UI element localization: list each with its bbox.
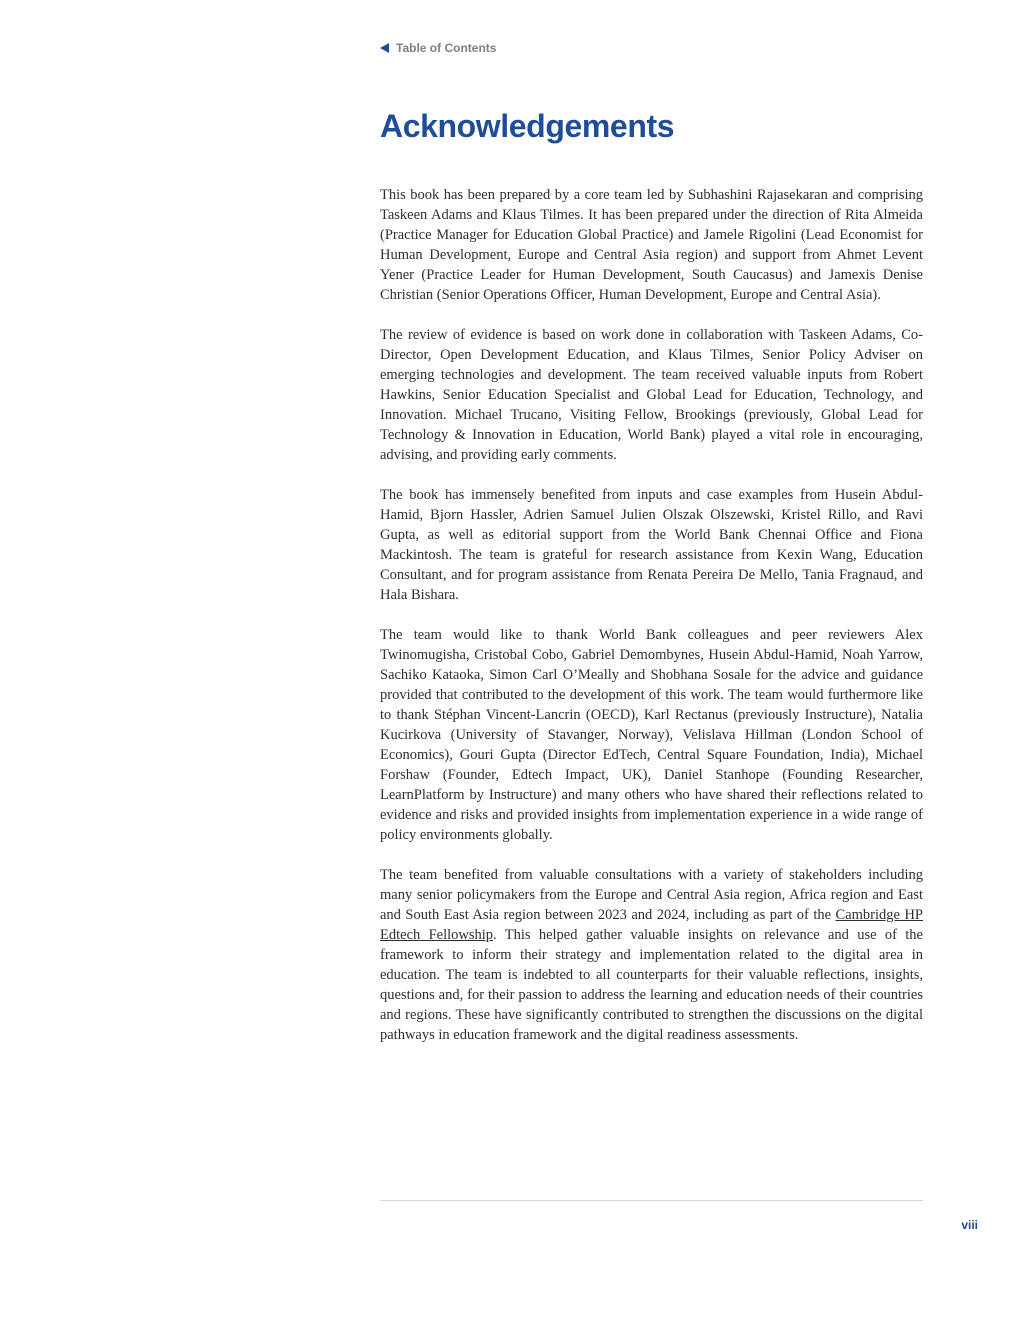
paragraph-5-before-link: The team benefited from valuable consultations with a variety of stakeholders including many senior policymakers from the Europe and Central Asia region, Africa region and East and South East Asia region between 2023 and 2024, including as part of the (380, 867, 923, 923)
paragraph-1: This book has been prepared by a core team led by Subhashini Rajasekaran and comprising Taskeen Adams and Klaus Tilmes. It has been prepared under the direction of Rita Almeida (Practice Manager for Education Global Practice) and Jamele Rigolini (Lead Economist for Human Development, Europe and Central Asia region) and support from Ahmet Levent Yener (Practice Leader for Human Development, South Caucasus) and Jamexis Denise Christian (Senior Operations Officer, Human Development, Europe and Central Asia). (380, 187, 923, 303)
cambridge-hp-edtech-fellowship-link[interactable]: Cambridge HP Edtech Fellowship (380, 907, 923, 943)
paragraph-3: The book has immensely benefited from inputs and case examples from Husein Abdul-Hamid, Bjorn Hassler, Adrien Samuel Julien Olszak Olszewski, Kristel Rillo, and Ravi Gupta, as well as editorial support from the World Bank Chennai Office and Fiona Mackintosh. The team is grateful for research assistance from Kexin Wang, Education Consultant, and for program assistance from Renata Pereira De Mello, Tania Fragnaud, and Hala Bishara. (380, 487, 923, 603)
footer-divider (380, 1200, 923, 1201)
table-of-contents-label: Table of Contents (396, 41, 497, 55)
page-number: viii (961, 1218, 978, 1232)
paragraph-4: The team would like to thank World Bank colleagues and peer reviewers Alex Twinomugisha, Cristobal Cobo, Gabriel Demombynes, Husein Abdul-Hamid, Noah Yarrow, Sachiko Kataoka, Simon Carl O’Meally and Shobhana Sosale for the advice and guidance provided that contributed to the development of this work. The team would furthermore like to thank Stéphan Vincent-Lancrin (OECD), Karl Rectanus (previously Instructure), Natalia Kucirkova (University of Stavanger, Norway), Velislava Hillman (London School of Economics), Gouri Gupta (Director EdTech, Central Square Foundation, India), Michael Forshaw (Founder, Edtech Impact, UK), Daniel Stanhope (Founding Researcher, LearnPlatform by Instructure) and many others who have shared their reflections related to evidence and risks and provided insights from implementation experience in a wide range of policy environments globally. (380, 627, 923, 843)
acknowledgements-body (380, 185, 923, 1065)
table-of-contents-link[interactable] (380, 41, 496, 55)
paragraph-5 (380, 865, 923, 1045)
page-title: Acknowledgements (380, 108, 675, 144)
left-triangle-icon (380, 43, 389, 53)
paragraph-5-after-link: . This helped gather valuable insights on relevance and use of the framework to inform their strategy and implementation related to the digital area in education. The team is indebted to all counterparts for their valuable reflections, insights, questions and, for their passion to address the learning and education needs of their countries and regions. These have significantly contributed to strengthen the discussions on the digital pathways in education framework and the digital readiness assessments. (380, 927, 923, 1043)
paragraph-2: The review of evidence is based on work done in collaboration with Taskeen Adams, Co-Director, Open Development Education, and Klaus Tilmes, Senior Policy Adviser on emerging technologies and development. The team received valuable inputs from Robert Hawkins, Senior Education Specialist and Global Lead for Education, Technology, and Innovation. Michael Trucano, Visiting Fellow, Brookings (previously, Global Lead for Technology & Innovation in Education, World Bank) played a vital role in encouraging, advising, and providing early comments. (380, 327, 923, 463)
